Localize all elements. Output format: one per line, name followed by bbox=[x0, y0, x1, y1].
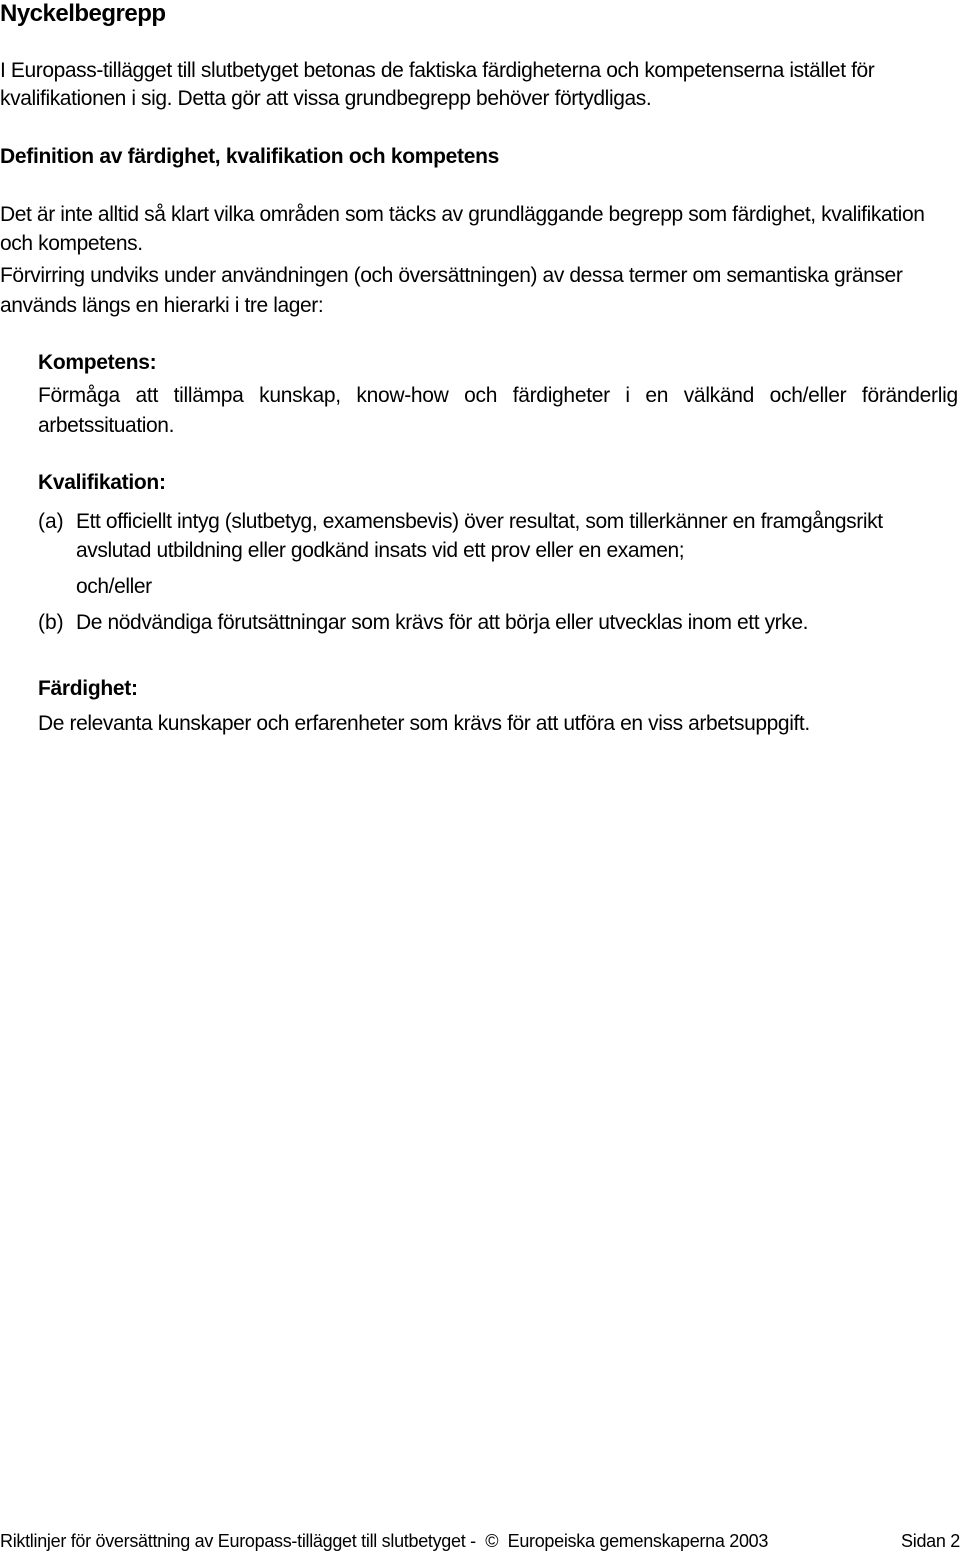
word: i bbox=[625, 384, 630, 407]
footer-copyright: Europeiska gemenskaperna 2003 bbox=[507, 1531, 769, 1551]
word: föränderlig bbox=[861, 384, 958, 407]
paragraph-line-1: Det är inte alltid så klart vilka områden som täcks av grundläggande begrepp som färdighet, kvalifikation bbox=[0, 203, 925, 226]
kompetens-heading: Kompetens: bbox=[38, 351, 157, 374]
paragraph-line-3: Förvirring undviks under användningen (och översättningen) av dessa termer om semantiska gränser bbox=[0, 264, 903, 287]
item-a-label: (a) bbox=[38, 510, 64, 533]
item-b-label: (b) bbox=[38, 611, 64, 634]
fardighet-heading: Färdighet: bbox=[38, 677, 138, 700]
word: välkänd bbox=[683, 384, 755, 407]
intro-line-1: I Europass-tillägget till slutbetyget betonas de faktiska färdigheterna och kompetenserna istället för bbox=[0, 59, 875, 82]
word: färdigheter bbox=[512, 384, 610, 407]
kompetens-definition-line-1 bbox=[38, 381, 958, 411]
paragraph-line-2: och kompetens. bbox=[0, 232, 143, 255]
word: tillämpa bbox=[173, 384, 244, 407]
footer-page-number: Sidan 2 bbox=[901, 1531, 960, 1551]
copyright-icon: © bbox=[480, 1531, 503, 1551]
item-a-line-1: Ett officiellt intyg (slutbetyg, examensbevis) över resultat, som tillerkänner en framgångsrikt bbox=[76, 510, 883, 533]
page-footer bbox=[0, 1528, 960, 1554]
kvalifikation-heading: Kvalifikation: bbox=[38, 471, 166, 494]
footer-left bbox=[0, 1528, 768, 1554]
fardighet-definition: De relevanta kunskaper och erfarenheter som krävs för att utföra en viss arbetsuppgift. bbox=[38, 712, 810, 735]
item-b-line-1: De nödvändiga förutsättningar som krävs för att börja eller utvecklas inom ett yrke. bbox=[76, 611, 809, 634]
item-a-line-2: avslutad utbildning eller godkänd insats vid ett prov eller en examen; bbox=[76, 539, 685, 562]
intro-line-2: kvalifikationen i sig. Detta gör att vissa grundbegrepp behöver förtydligas. bbox=[0, 87, 652, 110]
paragraph-line-4: används längs en hierarki i tre lager: bbox=[0, 294, 324, 317]
kompetens-definition-line-2: arbetssituation. bbox=[38, 414, 175, 437]
word: Förmåga bbox=[38, 384, 120, 407]
word: know-how bbox=[356, 384, 449, 407]
section-heading: Definition av färdighet, kvalifikation och kompetens bbox=[0, 145, 499, 168]
connector-text: och/eller bbox=[76, 575, 152, 598]
page-title: Nyckelbegrepp bbox=[0, 0, 166, 27]
word: att bbox=[135, 384, 158, 407]
word: och bbox=[464, 384, 498, 407]
footer-document-title: Riktlinjer för översättning av Europass-tillägget till slutbetyget - bbox=[0, 1531, 476, 1551]
word: och/eller bbox=[769, 384, 847, 407]
word: kunskap, bbox=[259, 384, 341, 407]
word: en bbox=[645, 384, 669, 407]
